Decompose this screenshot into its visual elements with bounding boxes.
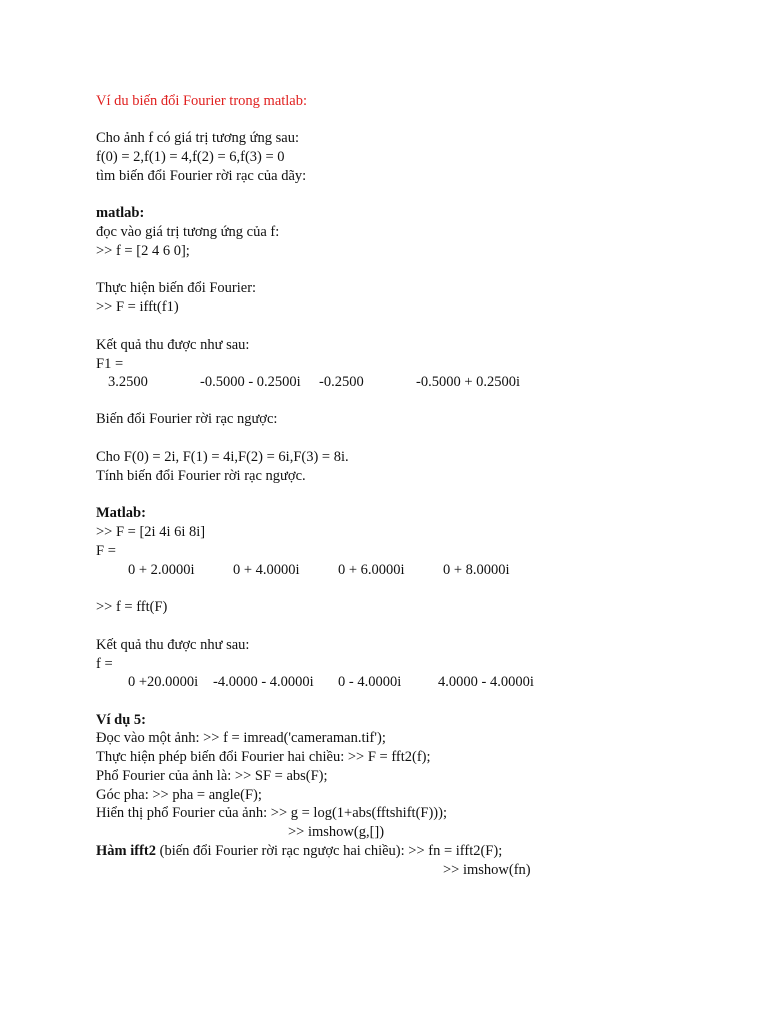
result-variable-1: F1 =: [96, 356, 124, 372]
result-value: 0 + 6.0000i: [338, 562, 405, 578]
example-5-heading: Ví dụ 5:: [96, 712, 146, 728]
intro-line-3: tìm biến đổi Fourier rời rạc của dãy:: [96, 168, 307, 184]
do-command: >> F = ifft(f1): [96, 299, 179, 315]
ifft2-function-name: Hàm ifft2: [96, 843, 156, 859]
read-command: >> f = [2 4 6 0];: [96, 243, 190, 259]
result-value: -4.0000 - 4.0000i: [213, 674, 314, 690]
example-5-read: Đọc vào một ảnh: >> f = imread('cameraman.tif');: [96, 730, 386, 746]
result-value: 0 + 4.0000i: [233, 562, 300, 578]
page-title: Ví du biến đổi Fourier trong matlab:: [96, 93, 308, 109]
matlab-heading-2: Matlab:: [96, 505, 146, 521]
intro-line-1: Cho ảnh f có giá trị tương ứng sau:: [96, 130, 299, 146]
example-5-phase: Góc pha: >> pha = angle(F);: [96, 787, 262, 803]
result-value: -0.5000 + 0.2500i: [416, 374, 521, 390]
example-5-ifft2-show: >> imshow(fn): [443, 862, 531, 878]
result-value: 0 + 2.0000i: [128, 562, 195, 578]
result-value: 4.0000 - 4.0000i: [438, 674, 534, 690]
result-value: 0 - 4.0000i: [338, 674, 402, 690]
inverse-task: Tính biến đổi Fourier rời rạc ngược.: [96, 468, 306, 484]
ifft2-description: (biến đổi Fourier rời rạc ngược hai chiều): >> fn = ifft2(F);: [156, 843, 503, 859]
result-label-2: Kết quả thu được như sau:: [96, 637, 250, 653]
result-variable-2: F =: [96, 543, 116, 559]
example-5-fft2: Thực hiện phép biến đổi Fourier hai chiều: >> F = fft2(f);: [96, 749, 431, 765]
result-value: -0.5000 - 0.2500i: [200, 374, 301, 390]
example-5-show-command: >> imshow(g,[]): [288, 824, 385, 840]
intro-line-2: f(0) = 2,f(1) = 4,f(2) = 6,f(3) = 0: [96, 149, 285, 165]
result-variable-3: f =: [96, 656, 113, 672]
do-label: Thực hiện biến đổi Fourier:: [96, 280, 257, 296]
example-5-show-label: Hiển thị phổ Fourier của ảnh: >> g = log(1+abs(fftshift(F)));: [96, 805, 447, 821]
command-F: >> F = [2i 4i 6i 8i]: [96, 524, 206, 540]
inverse-heading: Biến đổi Fourier rời rạc ngược:: [96, 411, 278, 427]
example-5-spectrum: Phổ Fourier của ảnh là: >> SF = abs(F);: [96, 768, 328, 784]
result-value: 3.2500: [108, 374, 148, 390]
result-label-1: Kết quả thu được như sau:: [96, 337, 250, 353]
example-5-ifft2-line: [96, 842, 502, 861]
command-fft: >> f = fft(F): [96, 599, 168, 615]
result-value: -0.2500: [319, 374, 364, 390]
inverse-given: Cho F(0) = 2i, F(1) = 4i,F(2) = 6i,F(3) = 8i.: [96, 449, 349, 465]
result-value: 0 +20.0000i: [128, 674, 199, 690]
matlab-heading-1: matlab:: [96, 205, 145, 221]
result-value: 0 + 8.0000i: [443, 562, 510, 578]
read-label: đọc vào giá trị tương ứng của f:: [96, 224, 280, 240]
